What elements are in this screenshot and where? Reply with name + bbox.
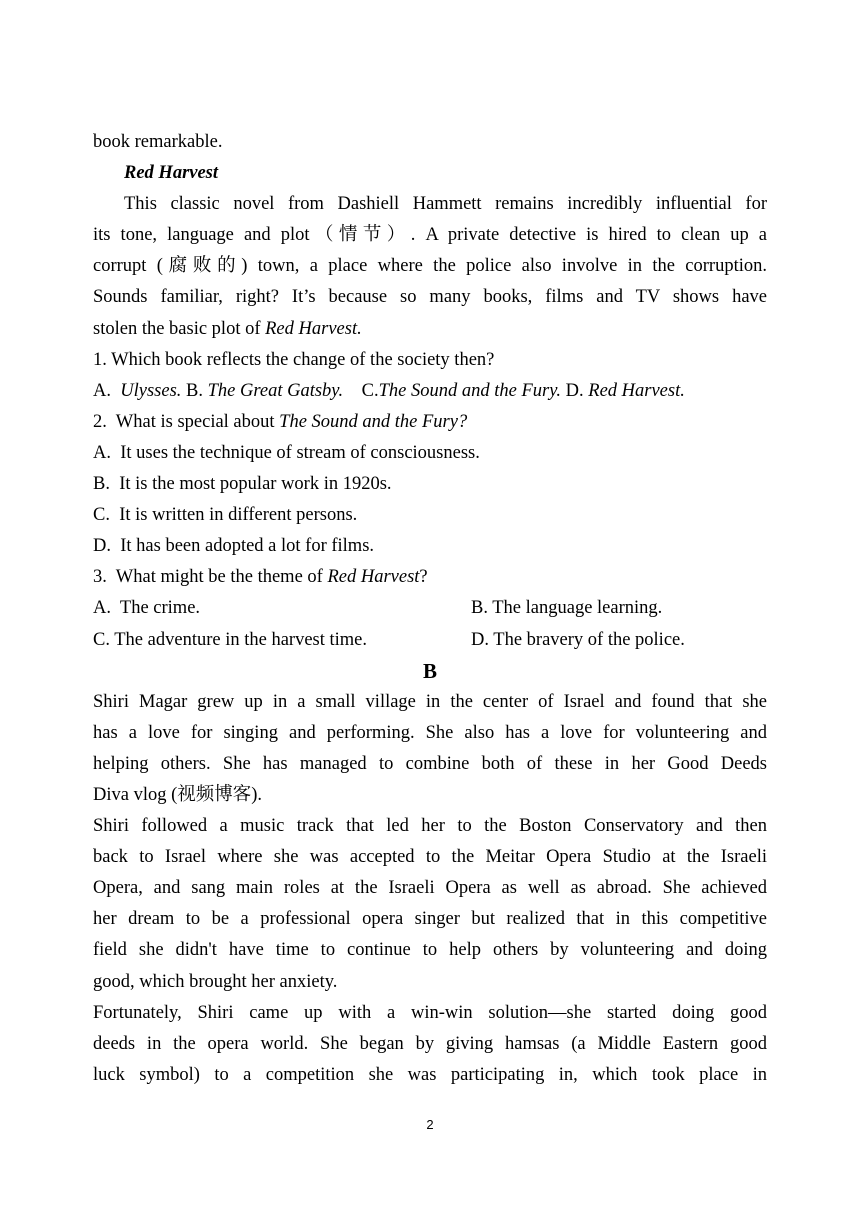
paragraph-line: deeds in the opera world. She began by giving hamsas (a Middle Eastern good — [93, 1033, 767, 1054]
italic-title: Red Harvest. — [265, 318, 362, 339]
option-a-label: A. — [93, 380, 121, 401]
question-2-option-c: C. It is written in different persons. — [93, 505, 358, 526]
text-run: stolen the basic plot of — [93, 318, 266, 339]
paragraph-line: Shiri Magar grew up in a small village in the center of Israel and found that she — [93, 691, 767, 712]
option-d-text: Red Harvest. — [588, 380, 685, 401]
question-3-option-b: B. The language learning. — [471, 598, 663, 619]
page-number: 2 — [426, 1117, 434, 1132]
question-3-option-c: C. The adventure in the harvest time. — [93, 629, 367, 650]
paragraph-line: back to Israel where she was accepted to the Meitar Opera Studio at the Israeli — [93, 847, 767, 868]
question-2-stem — [93, 407, 767, 438]
text-run: 3. What might be the theme of — [93, 567, 328, 588]
question-3-stem — [93, 562, 767, 593]
section-b-heading: B — [422, 658, 437, 683]
paragraph-line: luck symbol) to a competition she was participating in, which took place in — [93, 1064, 767, 1085]
option-a-text: Ulysses. — [120, 380, 182, 401]
question-2-option-a: A. It uses the technique of stream of consciousness. — [93, 442, 480, 463]
option-d-label: D. — [561, 380, 589, 401]
continued-line: book remarkable. — [93, 132, 223, 152]
question-2-option-b: B. It is the most popular work in 1920s. — [93, 474, 392, 495]
italic-title: The Sound and the Fury? — [279, 411, 468, 432]
option-c-text: The Sound and the Fury. — [378, 380, 562, 401]
paragraph-line: her dream to be a professional opera singer but realized that in this competitive — [93, 909, 767, 930]
paragraph-line: corrupt (腐败的) town, a place where the police also involve in the corruption. — [93, 256, 767, 277]
paragraph-line: Shiri followed a music track that led her to the Boston Conservatory and then — [93, 816, 767, 837]
paragraph-line: its tone, language and plot（情节）. A private detective is hired to clean up a — [93, 225, 767, 246]
option-c-label: C. — [343, 380, 379, 401]
text-run: 2. What is special about — [93, 411, 280, 432]
option-b-label: B. — [181, 380, 208, 401]
question-3-option-d: D. The bravery of the police. — [471, 629, 685, 650]
paragraph-line: field she didn't have time to continue to help others by volunteering and doing — [93, 940, 767, 961]
italic-title: Red Harvest — [327, 567, 420, 588]
page-content — [93, 127, 767, 1091]
option-b-text: The Great Gatsby. — [207, 380, 344, 401]
question-1-stem: 1. Which book reflects the change of the society then? — [93, 349, 495, 370]
text-run: ? — [419, 567, 428, 588]
paragraph-line: Fortunately, Shiri came up with a win-win solution—she started doing good — [93, 1002, 767, 1023]
question-1-options — [93, 376, 767, 407]
paragraph-last-line — [93, 314, 767, 345]
paragraph-line: Sounds familiar, right? It’s because so many books, films and TV shows have — [93, 287, 767, 308]
paragraph-line: helping others. She has managed to combine both of these in her Good Deeds — [93, 753, 767, 774]
question-3-option-a: A. The crime. — [93, 598, 201, 619]
paragraph-line: This classic novel from Dashiell Hammett remains incredibly influential for — [124, 194, 767, 215]
paragraph-line: has a love for singing and performing. She also has a love for volunteering and — [93, 722, 767, 743]
book-title-red-harvest: Red Harvest — [124, 163, 219, 184]
paragraph-line: Opera, and sang main roles at the Israeli Opera as well as abroad. She achieved — [93, 878, 767, 899]
question-2-option-d: D. It has been adopted a lot for films. — [93, 536, 375, 557]
question-3-options — [93, 593, 767, 655]
paragraph-last-line: good, which brought her anxiety. — [93, 971, 338, 992]
paragraph-last-line: Diva vlog (视频博客). — [93, 784, 263, 805]
